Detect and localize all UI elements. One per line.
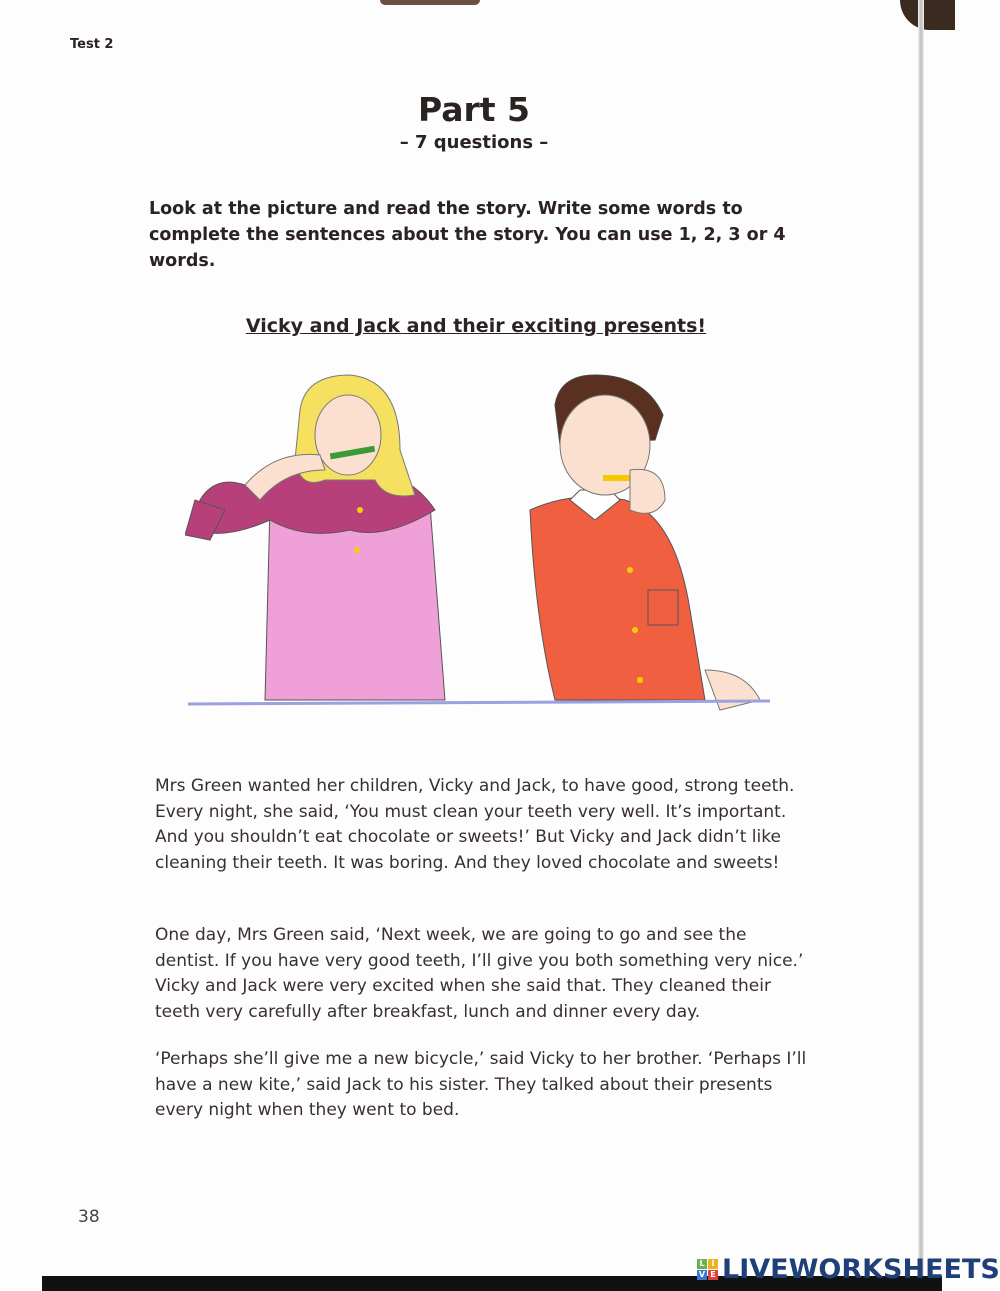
test-label: Test 2 [70, 37, 114, 52]
story-paragraph: One day, Mrs Green said, ‘Next week, we are going to go and see the dentist. If you have very good teeth, I’ll give you both something very nice.’ Vicky and Jack were very excited when she said that. They cleaned their teeth very carefully after breakfast, lunch and dinner every day. [155, 925, 804, 1022]
page-gutter [918, 0, 924, 1291]
children-brushing-teeth-illustration [185, 370, 775, 720]
story-paragraph: ‘Perhaps she’ll give me a new bicycle,’ said Vicky to her brother. ‘Perhaps I’ll have a new kite,’ said Jack to his sister. They talked about their presents every night when they went to bed. [155, 1049, 807, 1120]
logo-icon: L I V E [697, 1259, 718, 1280]
part-subtitle: – 7 questions – [399, 132, 549, 153]
vicky-figure [185, 375, 445, 700]
table-edge [188, 701, 770, 704]
instructions: Look at the picture and read the story. Write some words to complete the sentences about the story. You can use 1, 2, 3 or 4 words. [149, 199, 786, 271]
part-title: Part 5 [417, 90, 531, 129]
scan-corner [900, 0, 955, 30]
page-number: 38 [78, 1207, 100, 1227]
liveworksheets-logo [697, 1254, 1000, 1285]
jack-figure [530, 375, 760, 710]
logo-text: LIVEWORKSHEETS [722, 1254, 1000, 1285]
story-title: Vicky and Jack and their exciting presents! [245, 315, 707, 337]
scan-shadow [380, 0, 480, 5]
story-paragraph: Mrs Green wanted her children, Vicky and Jack, to have good, strong teeth. Every night, she said, ‘You must clean your teeth very well. It’s important. And you shouldn’t eat chocolate or sweets!’ But Vicky and Jack didn’t like cleaning their teeth. It was boring. And they loved chocolate and sweets! [155, 776, 795, 873]
